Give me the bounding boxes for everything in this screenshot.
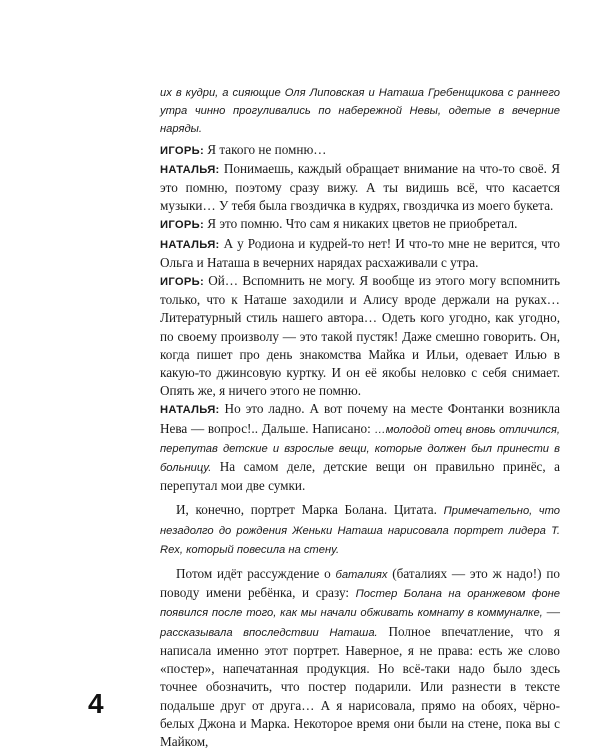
dialogue-line [160, 400, 560, 495]
paragraph-text: И, конечно, портрет Марка Болана. Цитата. [176, 502, 444, 518]
speaker-label: ИГОРЬ: [160, 144, 204, 157]
speaker-label: ИГОРЬ: [160, 219, 204, 232]
paragraph-text: — [542, 604, 560, 620]
paragraph [160, 565, 560, 751]
quote-text: баталиях [335, 569, 388, 582]
speaker-label: ИГОРЬ: [160, 276, 204, 289]
dialogue-text: Но это ладно. А вот почему на месте Фонтанки возникла Нева — вопрос!.. Дальше. Написано: [160, 401, 560, 436]
dialogue-text: Ой… Вспомнить не могу. Я вообще из этого могу вспомнить только, что к Наташе заходили и Алису вроде держали на руках… Литературный стиль нашего автора… Одеть кого угодно, как угодно, по своему произволу — это такой пустяк! Даже смешно говорить. Он, когда пишет про день знакомства Майка и Ильи, одевает Илью в какую-то джинсовую куртку. И он её якобы неловко с себя снимает. Опять же, я ничего этого не помню. [160, 273, 560, 399]
paragraph-text: Полное впечатление, что я написала именно этот портрет. Наверное, я не права: есть же слово «постер», напечатанная продукция. Но всё-таки надо было здесь точнее обозначить, что постер подарили. Или разнести в тексте подальше друг от друга… А я нарисовала, прямо на обоях, чёрно-белых Джона и Марка. Некоторое время они были на стене, пока вы с Майком, [160, 623, 560, 749]
dialogue-line [160, 272, 560, 400]
dialogue-text: А у Родиона и кудрей-то нет! И что-то мне не верится, что Ольга и Наташа в вечерних нарядах расхаживали с утра. [160, 235, 560, 270]
quote-text: Постер Болана на оранжевом фоне появился после того, как мы начали обживать комнату в коммуналке, [160, 588, 560, 620]
paragraph-text: (баталиях — это ж надо!) по поводу имени ребёнка, и сразу: [160, 566, 560, 601]
dialogue-line [160, 160, 560, 216]
dialogue-text: Я такого не помню… [203, 141, 327, 157]
text-block [160, 84, 560, 751]
speaker-label: НАТАЛЬЯ: [160, 404, 220, 417]
dialogue-text: На самом деле, детские вещи он правильно принёс, а перепутал мои две сумки. [160, 459, 560, 494]
dialogue-text: Я это помню. Что сам я никаких цветов не приобретал. [203, 216, 518, 232]
speaker-label: НАТАЛЬЯ: [160, 238, 220, 251]
intro-paragraph: их в кудри, а сияющие Оля Липовская и Наташа Гребенщикова с раннего утра чинно прогуливались по набережной Невы, одетые в вечерние наряды. [160, 87, 560, 136]
dialogue-line [160, 215, 560, 234]
dialogue-text: Понимаешь, каждый обращает внимание на что-то своё. Я это помню, поэтому сразу вижу. А ты видишь всё, что касается музыки… У тебя была гвоздичка в кудрях, гвоздичка из моего букета. [160, 160, 560, 214]
dialogue-line [160, 141, 560, 160]
quote-text: Примечательно, что незадолго до рождения Женьки Наташа нарисовала портрет лидера T. Rex, который повесила на стену. [160, 505, 560, 556]
paragraph [160, 501, 560, 559]
speaker-label: НАТАЛЬЯ: [160, 163, 220, 176]
quote-text: …молодой отец вновь отличился, перепутав детские и взрослые вещи, которые должен был принести в больницу. [160, 423, 560, 475]
dialogue-line [160, 235, 560, 272]
paragraph-text: Потом идёт рассуждение о [176, 566, 336, 582]
page-number: 4 [88, 688, 104, 719]
quote-text: рассказывала впоследствии Наташа. [160, 626, 378, 639]
